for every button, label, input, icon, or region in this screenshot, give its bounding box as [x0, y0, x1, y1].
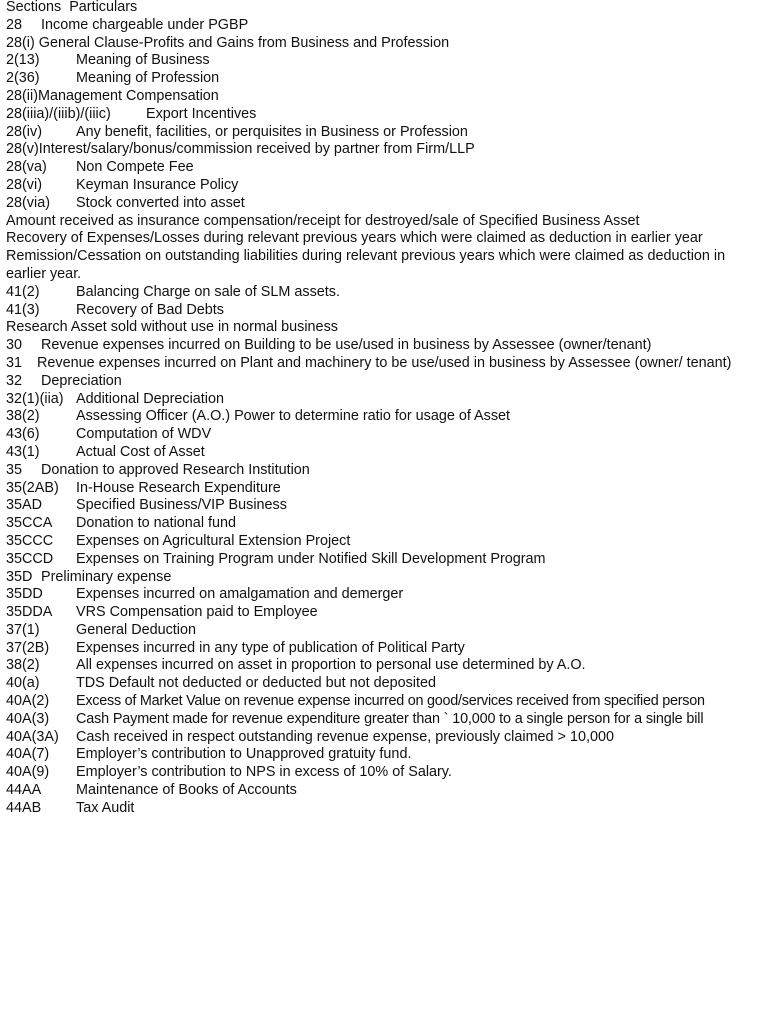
section-code: 40A(9) [6, 764, 50, 781]
particular-text: Recovery of Bad Debts [76, 301, 224, 318]
table-row [6, 52, 764, 70]
particular-text: Research Asset sold without use in normal business [6, 319, 338, 336]
section-code: 28(via) [6, 194, 50, 211]
table-row [6, 604, 764, 622]
table-row [6, 248, 764, 284]
section-code: 43(6) [6, 426, 40, 443]
table-row [6, 497, 764, 515]
particular-text: Non Compete Fee [76, 159, 194, 176]
particular-text: Assessing Officer (A.O.) Power to determine ratio for usage of Asset [76, 408, 511, 425]
table-row [6, 693, 764, 711]
table-row [6, 230, 764, 248]
table-row [6, 141, 764, 159]
particular-text: Depreciation [41, 372, 122, 389]
particular-text: VRS Compensation paid to Employee [76, 604, 318, 621]
particular-text: Excess of Market Value on revenue expense incurred on good/services received from specified person [76, 693, 705, 710]
table-row [6, 355, 764, 373]
table-row [6, 213, 764, 231]
table-row [6, 106, 764, 124]
particular-text: Preliminary expense [41, 568, 172, 585]
section-code: 44AA [6, 782, 42, 799]
section-code: 35AD [6, 497, 42, 514]
sections-header: Sections [6, 0, 62, 15]
particular-text: Interest/salary/bonus/commission received by partner from Firm/LLP [38, 141, 475, 158]
table-row [6, 302, 764, 320]
table-row [6, 746, 764, 764]
table-row [6, 515, 764, 533]
table-row [6, 675, 764, 693]
section-code: 37(2B) [6, 639, 50, 656]
section-code: 41(2) [6, 283, 40, 300]
table-row [6, 480, 764, 498]
section-code: 43(1) [6, 443, 40, 460]
table-row [6, 551, 764, 569]
table-row [6, 35, 764, 53]
table-row [6, 195, 764, 213]
particular-text: General Deduction [76, 621, 196, 638]
section-code: 40(a) [6, 675, 40, 692]
particular-text: Computation of WDV [76, 426, 212, 443]
particular-text: Meaning of Profession [76, 70, 220, 87]
particular-text: Tax Audit [76, 799, 135, 816]
section-code: 35DDA [6, 604, 53, 621]
table-row [6, 640, 764, 658]
table-row [6, 408, 764, 426]
particular-text: Actual Cost of Asset [76, 443, 205, 460]
section-code: 38(2) [6, 408, 40, 425]
table-row [6, 177, 764, 195]
table-row [6, 70, 764, 88]
section-code: 28(i) [6, 34, 35, 51]
table-row [6, 622, 764, 640]
section-code: 40A(3A) [6, 728, 59, 745]
particular-text: Meaning of Business [76, 52, 210, 69]
particular-text: General Clause-Profits and Gains from Business and Profession [38, 34, 450, 51]
particular-text: Any benefit, facilities, or perquisites in Business or Profession [76, 123, 468, 140]
section-code: 31 [6, 354, 23, 371]
section-code: 32 [6, 372, 23, 389]
particular-text: Expenses incurred in any type of publication of Political Party [76, 639, 465, 656]
particular-text: Donation to approved Research Institution [41, 461, 310, 478]
section-code: 35DD [6, 586, 43, 603]
table-row [6, 586, 764, 604]
particular-text: Employer’s contribution to NPS in excess of 10% of Salary. [76, 764, 452, 781]
section-code: 35CCC [6, 532, 54, 549]
particular-text: Additional Depreciation [76, 390, 224, 407]
particular-text: Balancing Charge on sale of SLM assets. [76, 283, 340, 300]
section-code: 35(2AB) [6, 479, 59, 496]
particular-text: Stock converted into asset [76, 194, 245, 211]
section-code: 37(1) [6, 621, 40, 638]
table-row [6, 711, 764, 729]
table-row [6, 17, 764, 35]
particular-text: Amount received as insurance compensation/receipt for destroyed/sale of Specified Business Asset [6, 212, 640, 229]
particular-text: Expenses on Agricultural Extension Project [76, 532, 351, 549]
particular-text: In-House Research Expenditure [76, 479, 281, 496]
table-row [6, 88, 764, 106]
particular-text: Maintenance of Books of Accounts [76, 782, 297, 799]
particular-text: Keyman Insurance Policy [76, 176, 239, 193]
section-code: 41(3) [6, 301, 40, 318]
particular-text: Revenue expenses incurred on Building to be use/used in business by Assessee (owner/tenant) [41, 337, 652, 354]
section-code: 44AB [6, 799, 42, 816]
section-code: 2(13) [6, 52, 40, 69]
section-code: 28(va) [6, 159, 47, 176]
section-code: 35 [6, 461, 23, 478]
particular-text: Expenses incurred on amalgamation and demerger [76, 586, 404, 603]
particular-text: Revenue expenses incurred on Plant and machinery to be use/used in business by Assessee (owner/ tenant) [37, 354, 732, 371]
particular-text: Management Compensation [38, 87, 219, 104]
table-row [6, 657, 764, 675]
table-row [6, 462, 764, 480]
table-row [6, 373, 764, 391]
section-code: 2(36) [6, 70, 40, 87]
particular-text: Export Incentives [146, 105, 257, 122]
particular-text: Specified Business/VIP Business [76, 497, 287, 514]
section-code: 30 [6, 337, 23, 354]
particular-text: Remission/Cessation on outstanding liabilities during relevant previous years which were claimed as deduction in earlier year. [6, 248, 726, 282]
particular-text: Employer’s contribution to Unapproved gratuity fund. [76, 746, 412, 763]
table-row [6, 533, 764, 551]
table-row [6, 729, 764, 747]
header-row [6, 0, 764, 17]
section-code: 28(ii) [6, 87, 38, 104]
table-row [6, 426, 764, 444]
table-row [6, 124, 764, 142]
section-code: 28(vi) [6, 176, 42, 193]
table-row [6, 800, 764, 818]
particular-text: Cash Payment made for revenue expenditure greater than ` 10,000 to a single person for a single bill [76, 710, 704, 727]
section-code: 35CCD [6, 550, 54, 567]
section-code: 40A(3) [6, 710, 50, 727]
particular-text: Expenses on Training Program under Notified Skill Development Program [76, 550, 546, 567]
section-code: 40A(2) [6, 693, 50, 710]
particular-text: All expenses incurred on asset in proportion to personal use determined by A.O. [76, 657, 586, 674]
table-row [6, 569, 764, 587]
table-row [6, 284, 764, 302]
section-code: 35CCA [6, 515, 53, 532]
table-row [6, 319, 764, 337]
section-code: 40A(7) [6, 746, 50, 763]
section-code: 35D [6, 568, 33, 585]
particular-text: Recovery of Expenses/Losses during relevant previous years which were claimed as deduction in earlier year [6, 230, 703, 247]
table-row [6, 782, 764, 800]
section-code: 28(v) [6, 141, 39, 158]
section-code: 38(2) [6, 657, 40, 674]
particulars-header: Particulars [69, 0, 138, 15]
section-code: 28(iv) [6, 123, 42, 140]
table-row [6, 159, 764, 177]
particular-text: Cash received in respect outstanding revenue expense, previously claimed > 10,000 [76, 728, 614, 745]
table-row [6, 764, 764, 782]
table-row [6, 337, 764, 355]
sections-document [6, 0, 764, 818]
section-code: 32(1)(iia) [6, 390, 64, 407]
particular-text: Donation to national fund [76, 515, 237, 532]
particular-text: Income chargeable under PGBP [41, 16, 249, 33]
particular-text: TDS Default not deducted or deducted but not deposited [76, 675, 437, 692]
table-row [6, 444, 764, 462]
section-code: 28(iiia)/(iiib)/(iiic) [6, 105, 111, 122]
section-code: 28 [6, 16, 23, 33]
table-row [6, 391, 764, 409]
